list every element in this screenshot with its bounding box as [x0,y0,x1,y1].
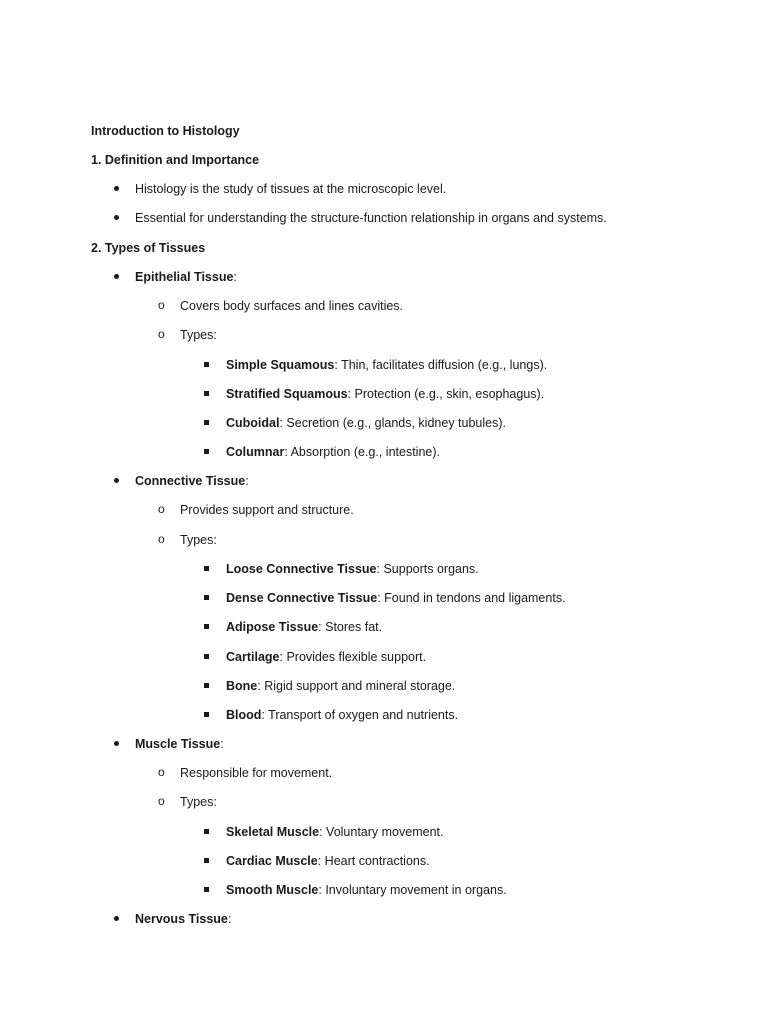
definition: : Heart contractions. [317,854,430,868]
term: Dense Connective Tissue [226,591,378,605]
square-bullet [204,420,209,425]
definition: : Transport of oxygen and nutrients. [261,708,459,722]
bullet-dot [114,478,119,483]
term: Adipose Tissue [226,620,319,634]
definition: : Thin, facilitates diffusion (e.g., lungs). [334,358,548,372]
circle-bullet: o [158,502,165,516]
colon: : [245,474,249,488]
term: Skeletal Muscle [226,825,320,839]
circle-bullet: o [158,327,165,341]
bullet-dot [114,741,119,746]
term: Cuboidal [226,416,280,430]
colon: : [233,270,237,284]
tissue-heading-nervous [135,911,231,927]
list-item [226,444,440,460]
tissue-heading-connective [135,473,249,489]
square-bullet [204,887,209,892]
definition: : Absorption (e.g., intestine). [284,445,440,459]
tissue-label: Epithelial Tissue [135,270,234,284]
circle-bullet: o [158,298,165,312]
tissue-label: Connective Tissue [135,474,246,488]
list-item [226,824,443,840]
definition: : Provides flexible support. [279,650,427,664]
square-bullet [204,858,209,863]
list-item [226,619,382,635]
section-heading-types: 2. Types of Tissues [91,241,206,255]
definition: : Secretion (e.g., glands, kidney tubules). [279,416,506,430]
list-item: Provides support and structure. [180,503,354,517]
section-heading-definition: 1. Definition and Importance [91,153,260,167]
bullet-dot [114,215,119,220]
bullet-dot [114,274,119,279]
tissue-heading-epithelial [135,269,237,285]
square-bullet [204,391,209,396]
definition: : Protection (e.g., skin, esophagus). [347,387,545,401]
list-item [226,590,566,606]
term: Loose Connective Tissue [226,562,377,576]
square-bullet [204,829,209,834]
circle-bullet: o [158,532,165,546]
definition: : Stores fat. [318,620,383,634]
types-label: Types: [180,533,217,547]
tissue-label: Nervous Tissue [135,912,228,926]
square-bullet [204,595,209,600]
bullet-dot [114,916,119,921]
list-item [226,649,426,665]
types-label: Types: [180,328,217,342]
square-bullet [204,654,209,659]
list-item: Essential for understanding the structure-function relationship in organs and systems. [135,211,607,225]
definition: : Found in tendons and ligaments. [377,591,566,605]
term: Cardiac Muscle [226,854,318,868]
list-item [226,561,479,577]
list-item [226,882,507,898]
square-bullet [204,449,209,454]
list-item [226,707,458,723]
square-bullet [204,566,209,571]
list-item [226,357,547,373]
colon: : [227,912,232,926]
square-bullet [204,362,209,367]
colon: : [220,737,224,751]
definition: : Supports organs. [376,562,479,576]
list-item [226,678,455,694]
document-title: Introduction to Histology [91,124,240,138]
circle-bullet: o [158,794,165,808]
term: Columnar [226,445,285,459]
square-bullet [204,712,209,717]
list-item [226,853,430,869]
circle-bullet: o [158,765,165,779]
definition: : Voluntary movement. [319,825,444,839]
definition: : Rigid support and mineral storage. [257,679,456,693]
tissue-label: Muscle Tissue [135,737,221,751]
list-item: Responsible for movement. [180,766,333,780]
definition: : Involuntary movement in organs. [318,883,507,897]
term: Cartilage [226,650,280,664]
square-bullet [204,624,209,629]
term: Bone [226,679,258,693]
term: Smooth Muscle [226,883,319,897]
square-bullet [204,683,209,688]
bullet-dot [114,186,119,191]
term: Simple Squamous [226,358,335,372]
tissue-heading-muscle [135,736,224,752]
term: Stratified Squamous [226,387,348,401]
term: Blood [226,708,262,722]
list-item [226,386,544,402]
list-item: Covers body surfaces and lines cavities. [180,299,404,313]
list-item: Histology is the study of tissues at the microscopic level. [135,182,447,196]
types-label: Types: [180,795,217,809]
list-item [226,415,506,431]
